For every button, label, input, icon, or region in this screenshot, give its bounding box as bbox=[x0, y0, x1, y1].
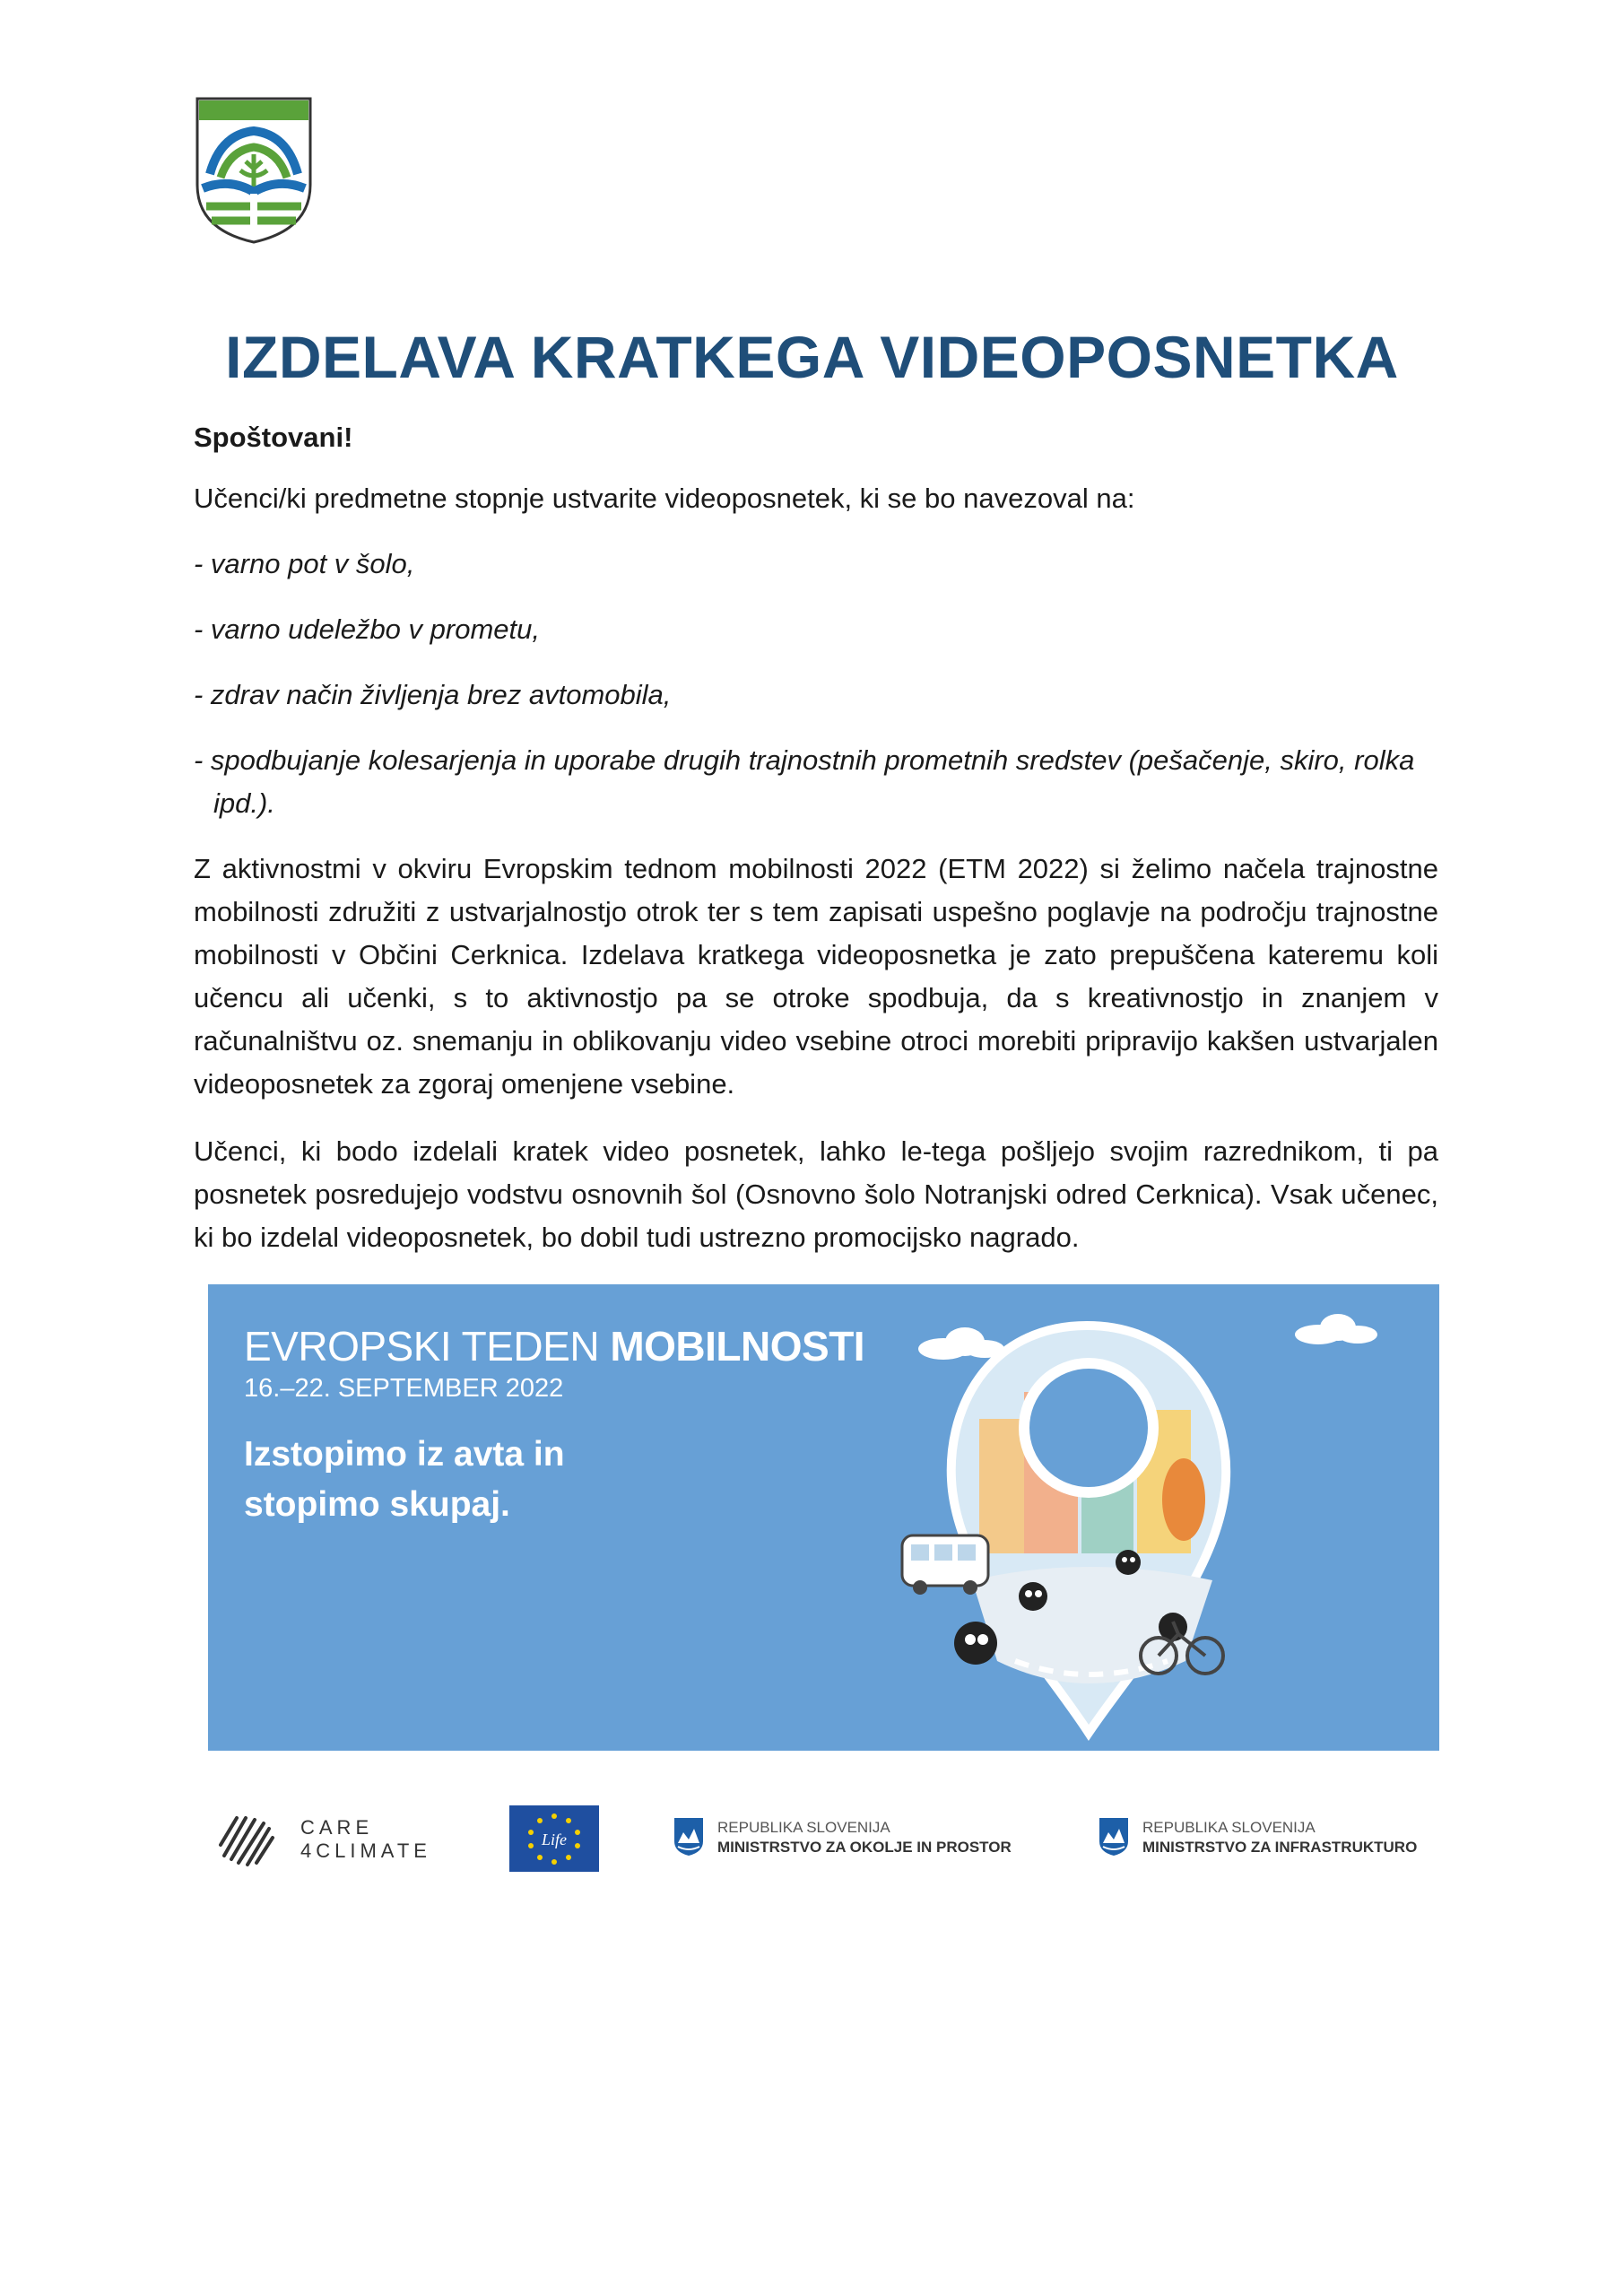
banner-title bbox=[244, 1322, 864, 1370]
ministry-environment-logo bbox=[664, 1798, 1040, 1879]
ministry-country: REPUBLIKA SLOVENIJA bbox=[717, 1819, 890, 1836]
banner-date: 16.–22. SEPTEMBER 2022 bbox=[244, 1374, 564, 1403]
care4climate-line: 4CLIMATE bbox=[300, 1839, 431, 1862]
cloud-icon bbox=[918, 1327, 1004, 1360]
body-paragraph: Učenci, ki bodo izdelali kratek video posnetek, lahko le-tega pošljejo svojim razrednikom, ti pa posnetek posredujejo vodstvu osnovnih šol (Osnovno šolo Notranjski odred Cerknica). Vsak učenec, ki bo izdelal videoposnetek, bo dobil tudi ustrezno promocijsko nagrado. bbox=[194, 1135, 1438, 1253]
list-item: - spodbujanje kolesarjenja in uporabe drugih trajnostnih prometnih sredstev (pešačenje, skiro, rolka ipd.). bbox=[194, 744, 1415, 819]
eu-life-logo bbox=[509, 1805, 599, 1872]
partner-logos bbox=[208, 1798, 1439, 1879]
list-item: - varno pot v šolo, bbox=[194, 548, 415, 579]
care4climate-logo bbox=[215, 1798, 457, 1879]
ministry-environment-text bbox=[717, 1818, 1012, 1857]
list-item: - zdrav način življenja brez avtomobila, bbox=[194, 679, 672, 710]
greeting: Spoštovani! bbox=[194, 422, 353, 453]
banner-slogan-line: stopimo skupaj. bbox=[244, 1485, 510, 1524]
location-pin-illustration bbox=[890, 1284, 1439, 1751]
page-title: IZDELAVA KRATKEGA VIDEOPOSNETKA bbox=[225, 324, 1399, 390]
care4climate-line: CARE bbox=[300, 1816, 374, 1839]
ministry-name: MINISTRSTVO ZA OKOLJE IN PROSTOR bbox=[717, 1839, 1012, 1856]
fingerprint-icon bbox=[215, 1811, 278, 1868]
ministry-infrastructure-text bbox=[1142, 1818, 1417, 1857]
slovenia-coat-of-arms-icon bbox=[1098, 1816, 1130, 1857]
municipality-crest-logo bbox=[194, 95, 314, 246]
slovenia-coat-of-arms-icon bbox=[673, 1816, 705, 1857]
eu-life-text: Life bbox=[541, 1831, 568, 1848]
banner-slogan bbox=[244, 1430, 565, 1530]
ministry-name: MINISTRSTVO ZA INFRASTRUKTURO bbox=[1142, 1839, 1418, 1856]
topic-list bbox=[194, 543, 1438, 848]
banner-title-bold: MOBILNOSTI bbox=[610, 1323, 865, 1370]
mobility-week-banner bbox=[208, 1284, 1439, 1751]
care4climate-text bbox=[300, 1816, 431, 1863]
ministry-country: REPUBLIKA SLOVENIJA bbox=[1142, 1819, 1316, 1836]
body-paragraph: Z aktivnostmi v okviru Evropskim tednom mobilnosti 2022 (ETM 2022) si želimo načela trajnostne mobilnosti združiti z ustvarjalnostjo otrok ter s tem zapisati uspešno poglavje na področju trajnostne mobilnosti v Občini Cerknica. Izdelava kratkega videoposnetka je zato prepuščena kateremu koli učencu ali učenki, s to aktivnostjo pa se otroke spodbuja, da s kreativnostjo in znanjem v računalništvu oz. snemanju in oblikovanju video vsebine otroci morebiti pripravijo kakšen ustvarjalen videoposnetek za zgoraj omenjene vsebine. bbox=[194, 853, 1438, 1100]
banner-slogan-line: Izstopimo iz avta in bbox=[244, 1435, 565, 1474]
intro-text: Učenci/ki predmetne stopnje ustvarite videoposnetek, ki se bo navezoval na: bbox=[194, 483, 1135, 514]
banner-title-light: EVROPSKI TEDEN bbox=[244, 1323, 611, 1370]
cloud-icon bbox=[1295, 1314, 1377, 1344]
ministry-infrastructure-logo bbox=[1089, 1798, 1447, 1879]
list-item: - varno udeležbo v prometu, bbox=[194, 613, 540, 645]
